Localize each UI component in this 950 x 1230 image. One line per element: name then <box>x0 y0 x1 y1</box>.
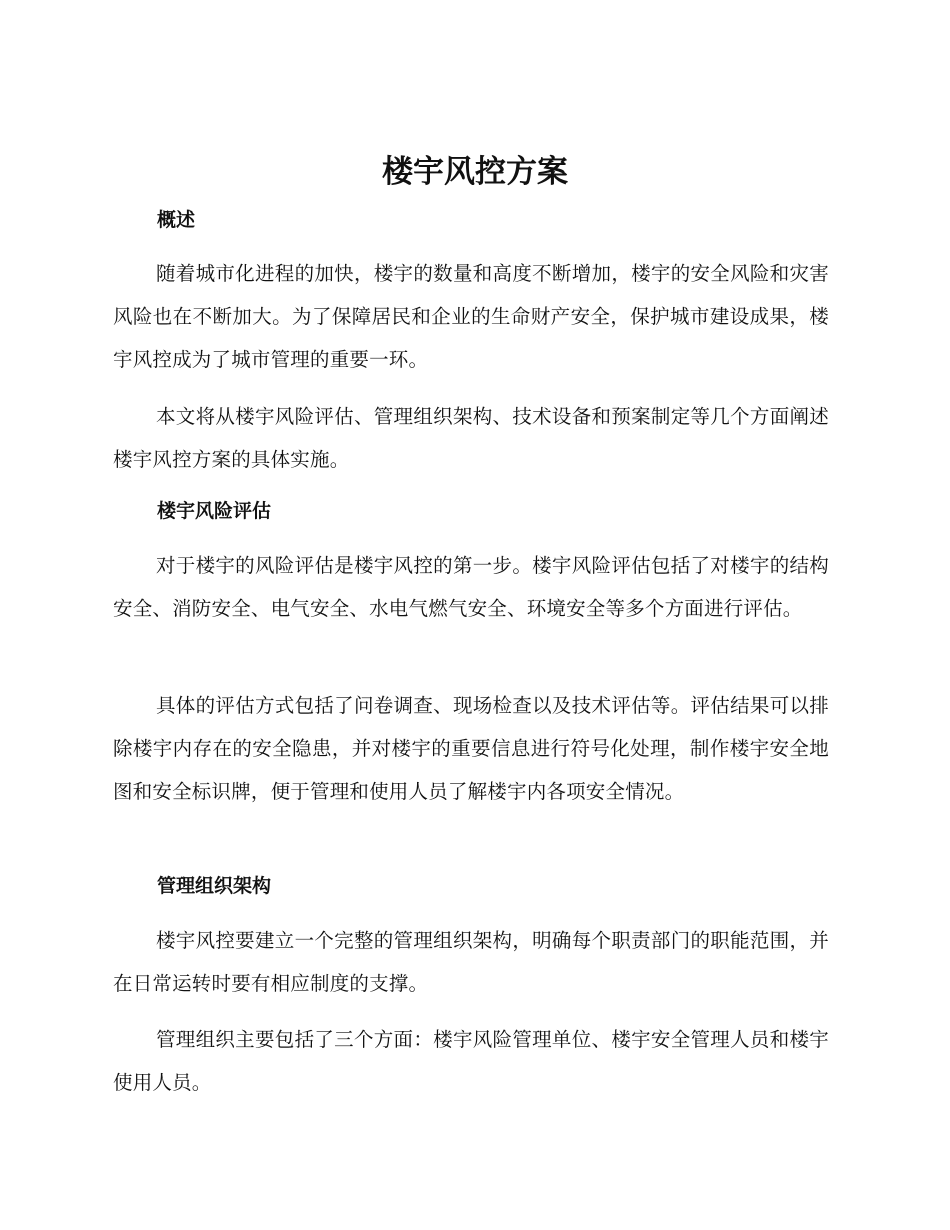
document-title: 楼宇风控方案 <box>382 154 568 190</box>
paragraph: 具体的评估方式包括了问卷调查、现场检查以及技术评估等。评估结果可以排除楼宇内存在的安全隐患，并对楼宇的重要信息进行符号化处理，制作楼宇安全地图和安全标识牌，便于管理和使用人员了解楼宇内各项安全情况。 <box>113 694 829 803</box>
section-heading-management-structure: 管理组织架构 <box>157 875 272 897</box>
section-heading-risk-assessment: 楼宇风险评估 <box>157 500 272 522</box>
paragraph: 楼宇风控要建立一个完整的管理组织架构，明确每个职责部门的职能范围，并在日常运转时要有相应制度的支撑。 <box>113 929 829 995</box>
paragraph: 本文将从楼宇风险评估、管理组织架构、技术设备和预案制定等几个方面阐述楼宇风控方案的具体实施。 <box>113 405 829 471</box>
section-heading-overview: 概述 <box>157 209 196 231</box>
paragraph: 对于楼宇的风险评估是楼宇风控的第一步。楼宇风险评估包括了对楼宇的结构安全、消防安全、电气安全、水电气燃气安全、环境安全等多个方面进行评估。 <box>113 554 829 620</box>
paragraph: 随着城市化进程的加快，楼宇的数量和高度不断增加，楼宇的安全风险和灾害风险也在不断加大。为了保障居民和企业的生命财产安全，保护城市建设成果，楼宇风控成为了城市管理的重要一环。 <box>113 262 829 371</box>
paragraph: 管理组织主要包括了三个方面：楼宇风险管理单位、楼宇安全管理人员和楼宇使用人员。 <box>113 1028 829 1094</box>
